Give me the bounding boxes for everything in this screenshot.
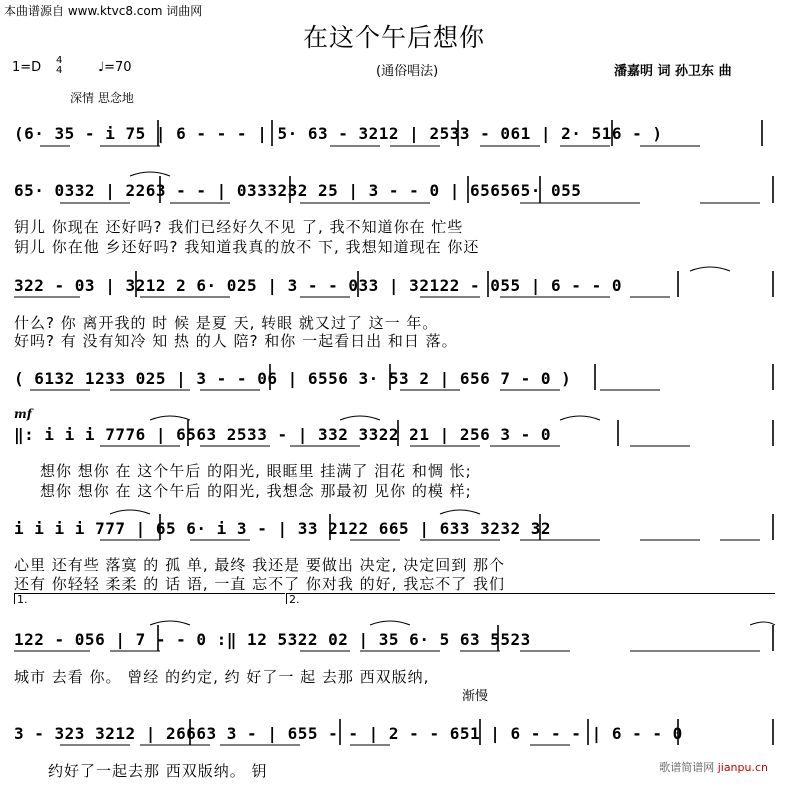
lyric-line-2-verse-1: 钥儿 你现在 还好吗? 我们已经好久不见 了, 我不知道你在 忙些 bbox=[14, 218, 464, 236]
lyric-line-3-verse-2: 好吗? 有 没有知冷 知 热 的人 陪? 和你 一起看日出 和日 落。 bbox=[14, 332, 458, 350]
expression-marking: 深情 思念地 bbox=[70, 91, 134, 105]
time-denominator: 4 bbox=[56, 65, 63, 76]
source-site-text: 本曲谱源自 www.ktvc8.com 词曲网 bbox=[4, 4, 203, 18]
score-line-7: 122 - 056 | 7 - - 0 :‖ 12 5322 02 | 35 6· 5 63 5523 bbox=[14, 630, 531, 649]
key-signature: 1=D bbox=[12, 60, 42, 75]
score-line-2: 65· 0332 | 2263 - - | 0333232 25 | 3 - - 0 | 656565· 055 bbox=[14, 181, 582, 200]
volta-1-label: 1. bbox=[17, 593, 28, 606]
lyric-line-5-verse-2: 想你 想你 在 这个午后 的阳光, 我想念 那最初 见你 的模 样; bbox=[40, 482, 472, 500]
lyric-line-6-verse-1: 心里 还有些 落寞 的 孤 单, 最终 我还是 要做出 决定, 决定回到 那个 bbox=[14, 556, 505, 574]
lyric-line-7: 城市 去看 你。 曾经 的约定, 约 好了一 起 去那 西双版纳, bbox=[14, 668, 430, 686]
score-line-4: ( 6132 1233 025 | 3 - - 06 | 6556 3· 53 2 | 656 7 - 0 ) bbox=[14, 369, 572, 388]
credits: 潘嘉明 词 孙卫东 曲 bbox=[614, 64, 732, 79]
lyric-line-6-verse-2: 还有 你轻轻 柔柔 的 话 语, 一直 忘不了 你对我 的好, 我忘不了 我们 bbox=[14, 575, 505, 593]
lyric-line-3-verse-1: 什么? 你 离开我的 时 候 是夏 天, 转眼 就又过了 这一 年。 bbox=[14, 314, 439, 332]
score-line-6: i i i i 777 | 65 6· i 3 - | 33 2122 665 | 633 3232 32 bbox=[14, 519, 552, 538]
song-title: 在这个午后想你 bbox=[302, 23, 485, 52]
score-line-5: ‖: i i i 7776 | 6563 2533 - | 332 3322 21 | 256 3 - 0 bbox=[14, 425, 552, 444]
lyric-line-8: 约好了一起去那 西双版纳。 钥 bbox=[48, 762, 268, 780]
lyric-line-5-verse-1: 想你 想你 在 这个午后 的阳光, 眼眶里 挂满了 泪花 和惆 怅; bbox=[40, 462, 472, 480]
dynamic-mark: mf bbox=[14, 407, 32, 421]
ritardando-marking: 渐慢 bbox=[462, 689, 489, 704]
version-note: (通俗唱法) bbox=[376, 64, 439, 79]
volta-2-label: 2. bbox=[289, 593, 300, 606]
score-line-1: (6· 35 - i 75 | 6 - - - | 5· 63 - 3212 | 2533 - 061 | 2· 516 - ) bbox=[14, 124, 663, 143]
lyric-line-2-verse-2: 钥儿 你在他 乡还好吗? 我知道我真的放不 下, 我想知道现在 你还 bbox=[14, 238, 480, 256]
watermark-domain: jianpu.cn bbox=[717, 761, 768, 774]
score-line-3: 322 - 03 | 3212 2 6· 025 | 3 - - 033 | 32122 - 055 | 6 - - 0 bbox=[14, 276, 622, 295]
watermark-prefix: 歌谱简谱网 bbox=[659, 761, 718, 774]
tempo-marking: ♩=70 bbox=[98, 60, 132, 75]
time-numerator: 4 bbox=[56, 55, 63, 66]
score-line-8: 3 - 323 3212 | 26663 3 - | 655 - - | 2 - - 651 | 6 - - - | 6 - - 0 bbox=[14, 724, 683, 743]
